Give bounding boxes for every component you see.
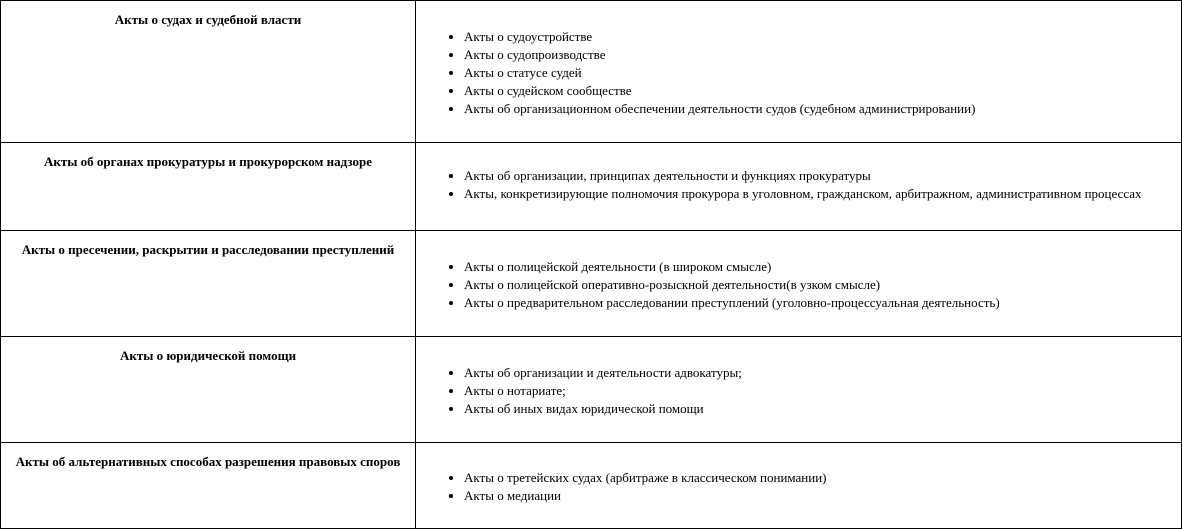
items-list (416, 337, 1181, 418)
items-list (416, 143, 1181, 203)
list-item: • Акты о предварительном расследовании преступлений (уголовно-процессуальная деятельность) (464, 294, 1181, 312)
table-row (1, 143, 1182, 231)
items-cell (416, 231, 1182, 337)
category-cell: Акты о пресечении, раскрытии и расследовании преступлений (1, 231, 416, 337)
category-cell: Акты об органах прокуратуры и прокурорском надзоре (1, 143, 416, 231)
list-item: • Акты о судоустройстве (464, 28, 1181, 46)
table-row (1, 443, 1182, 529)
items-list (416, 1, 1181, 118)
items-cell (416, 1, 1182, 143)
table-row (1, 231, 1182, 337)
list-item: • Акты об иных видах юридической помощи (464, 400, 1181, 418)
list-item: • Акты об организации, принципах деятельности и функциях прокуратуры (464, 167, 1181, 185)
list-item: • Акты об организационном обеспечении деятельности судов (судебном администрировании) (464, 100, 1181, 118)
list-item: • Акты о судейском сообществе (464, 82, 1181, 100)
list-item: • Акты о третейских судах (арбитраже в классическом понимании) (464, 469, 1181, 487)
list-item: • Акты, конкретизирующие полномочия прокурора в уголовном, гражданском, арбитражном, административном процессах (464, 185, 1181, 203)
list-item: • Акты о медиации (464, 487, 1181, 505)
list-item: • Акты о полицейской оперативно-розыскной деятельности(в узком смысле) (464, 276, 1181, 294)
list-item: • Акты об организации и деятельности адвокатуры; (464, 364, 1181, 382)
category-cell: Акты об альтернативных способах разрешения правовых споров (1, 443, 416, 529)
items-list (416, 443, 1181, 505)
list-item: • Акты о нотариате; (464, 382, 1181, 400)
items-cell (416, 143, 1182, 231)
list-item: • Акты о статусе судей (464, 64, 1181, 82)
category-cell: Акты о судах и судебной власти (1, 1, 416, 143)
items-cell (416, 443, 1182, 529)
list-item: • Акты о полицейской деятельности (в широком смысле) (464, 258, 1181, 276)
items-list (416, 231, 1181, 312)
list-item: • Акты о судопроизводстве (464, 46, 1181, 64)
table-row (1, 337, 1182, 443)
items-cell (416, 337, 1182, 443)
category-cell: Акты о юридической помощи (1, 337, 416, 443)
table-row (1, 1, 1182, 143)
